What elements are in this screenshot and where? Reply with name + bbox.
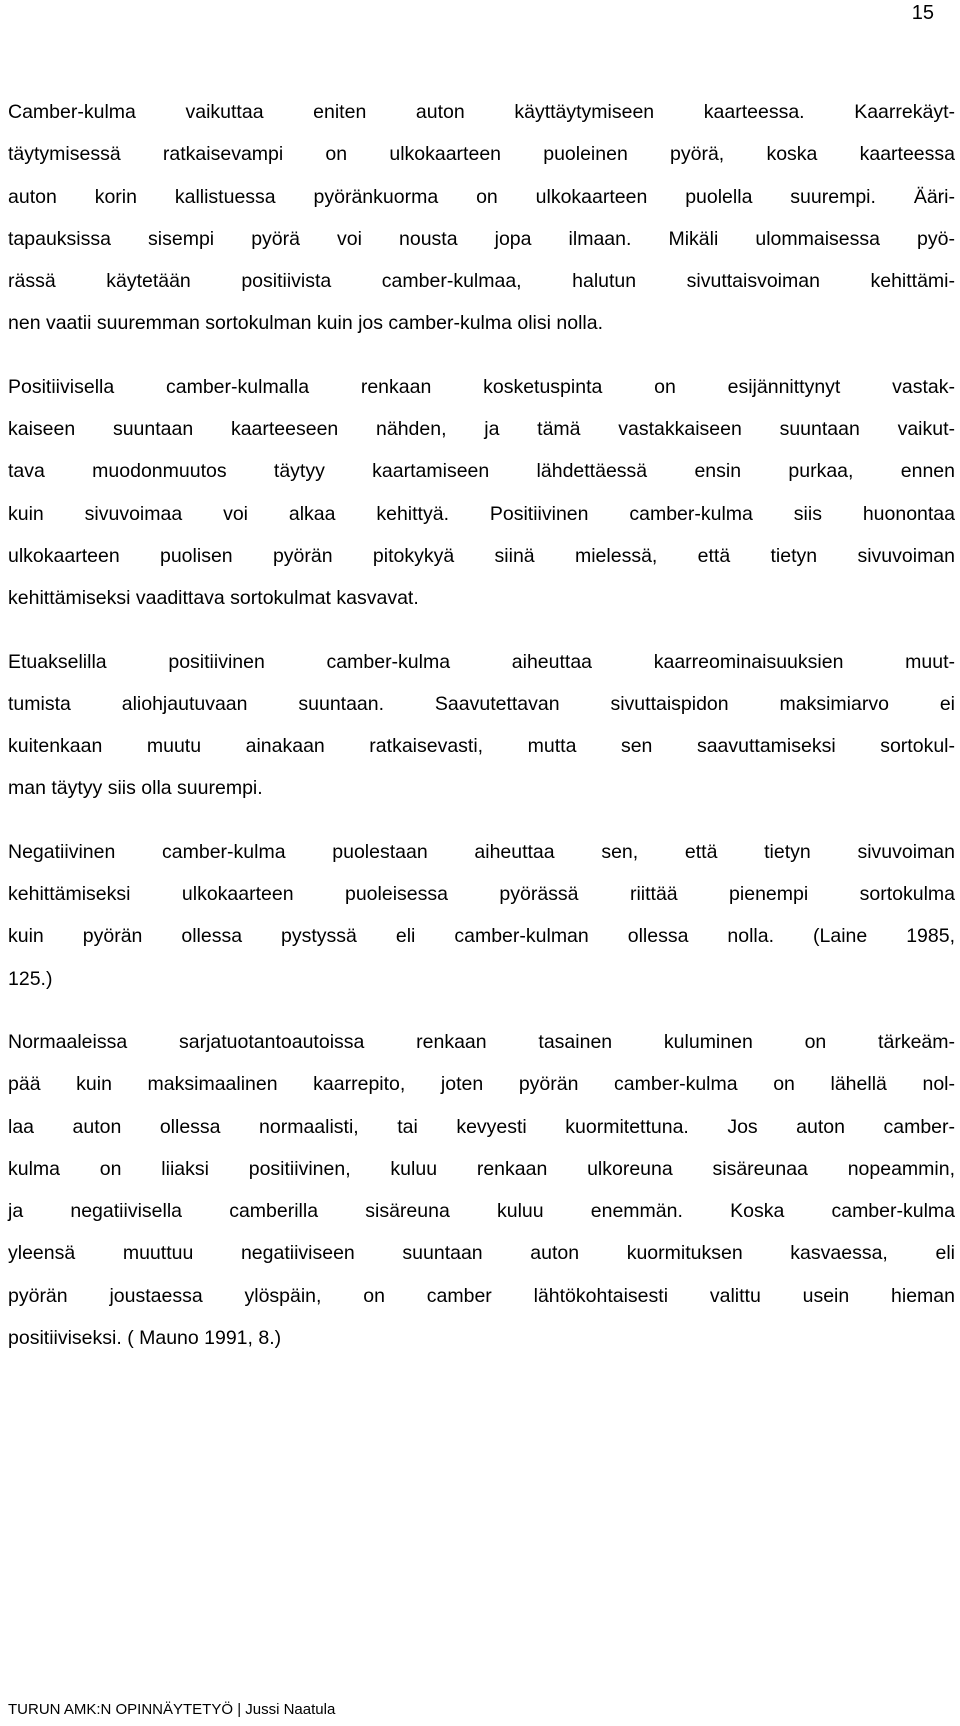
- text-line: ja negatiivisella camberilla sisäreuna kuluu enemmän. Koska camber-kulma: [8, 1200, 955, 1223]
- text-line: laa auton ollessa normaalisti, tai kevyesti kuormitettuna. Jos auton camber-: [8, 1115, 955, 1138]
- text-line: nen vaatii suuremman sortokulman kuin jos camber-kulma olisi nolla.: [8, 312, 604, 335]
- text-line: pyörän joustaessa ylöspäin, on camber lähtökohtaisesti valittu usein hieman: [8, 1284, 955, 1307]
- page-number: 15: [911, 2, 934, 24]
- body-text: [8, 91, 960, 1380]
- text-line: Positiivisella camber-kulmalla renkaan kosketuspinta on esijännittynyt vastak-: [8, 375, 955, 398]
- text-line: kulma on liiaksi positiivinen, kuluu renkaan ulkoreuna sisäreunaa nopeammin,: [8, 1157, 955, 1180]
- text-line: yleensä muuttuu negatiiviseen suuntaan auton kuormituksen kasvaessa, eli: [8, 1242, 955, 1265]
- text-line: man täytyy siis olla suurempi.: [8, 777, 263, 800]
- text-line: tava muodonmuutos täytyy kaartamiseen lähdettäessä ensin purkaa, ennen: [8, 460, 955, 483]
- text-line: kaiseen suuntaan kaarteeseen nähden, ja tämä vastakkaiseen suuntaan vaikut-: [8, 418, 955, 441]
- paragraph: [8, 831, 960, 1000]
- text-line: kuitenkaan muutu ainakaan ratkaisevasti, mutta sen saavuttamiseksi sortokul-: [8, 735, 955, 758]
- text-line: tumista aliohjautuvaan suuntaan. Saavutettavan sivuttaispidon maksimiarvo ei: [8, 692, 955, 715]
- text-line: Camber-kulma vaikuttaa eniten auton käyttäytymiseen kaarteessa. Kaarrekäyt-: [8, 101, 955, 123]
- text-line: Negatiivinen camber-kulma puolestaan aiheuttaa sen, että tietyn sivuvoiman: [8, 840, 955, 863]
- text-line: Normaaleissa sarjatuotantoautoissa renkaan tasainen kuluminen on tärkeäm-: [8, 1030, 955, 1053]
- text-line: kuin sivuvoimaa voi alkaa kehittyä. Positiivinen camber-kulma siis huonontaa: [8, 502, 955, 525]
- text-line: ulkokaarteen puolisen pyörän pitokykyä siinä mielessä, että tietyn sivuvoiman: [8, 544, 955, 567]
- text-line: rässä käytetään positiivista camber-kulmaa, halutun sivuttaisvoiman kehittämi-: [8, 270, 955, 293]
- text-line: Etuakselilla positiivinen camber-kulma aiheuttaa kaarreominaisuuksien muut-: [8, 650, 955, 673]
- page-footer: TURUN AMK:N OPINNÄYTETYÖ | Jussi Naatula: [8, 1701, 336, 1718]
- text-line: kehittämiseksi ulkokaarteen puoleisessa pyörässä riittää pienempi sortokulma: [8, 883, 955, 906]
- paragraph: [8, 1021, 960, 1359]
- paragraph: [8, 366, 960, 620]
- text-line: täytymisessä ratkaisevampi on ulkokaarteen puoleinen pyörä, koska kaarteessa: [8, 143, 955, 166]
- text-line: auton korin kallistuessa pyöränkuorma on ulkokaarteen puolella suurempi. Ääri-: [8, 185, 955, 208]
- text-line: kehittämiseksi vaadittava sortokulmat kasvavat.: [8, 587, 419, 610]
- paragraph: [8, 641, 960, 810]
- text-line: 125.): [8, 967, 53, 990]
- text-line: tapauksissa sisempi pyörä voi nousta jopa ilmaan. Mikäli ulommaisessa pyö-: [8, 227, 955, 250]
- text-line: positiiviseksi. ( Mauno 1991, 8.): [8, 1327, 282, 1350]
- text-line: pää kuin maksimaalinen kaarrepito, joten pyörän camber-kulma on lähellä nol-: [8, 1073, 955, 1096]
- text-line: kuin pyörän ollessa pystyssä eli camber-kulman ollessa nolla. (Laine 1985,: [8, 925, 955, 948]
- paragraph: [8, 91, 960, 345]
